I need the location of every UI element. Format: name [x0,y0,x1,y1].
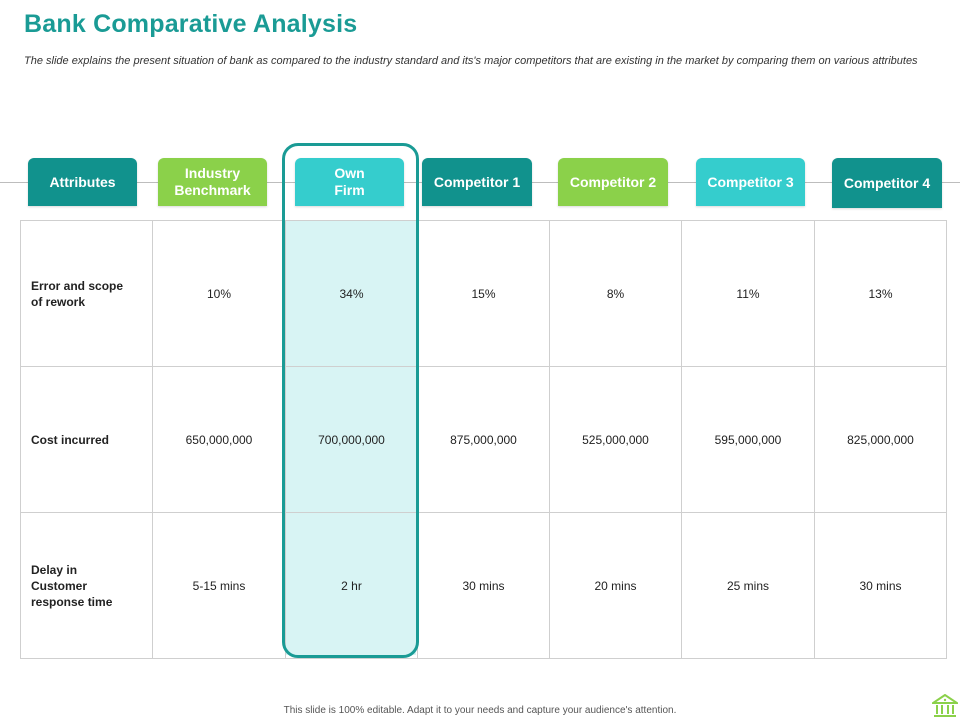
row-attribute-label: Delay in Customer response time [21,513,153,659]
table-cell: 25 mins [682,513,815,659]
table-cell: 525,000,000 [550,367,682,513]
table-row [21,513,947,659]
table-cell: 875,000,000 [418,367,550,513]
header-attributes: Attributes [28,158,137,206]
table-cell: 650,000,000 [153,367,286,513]
table-cell: 2 hr [286,513,418,659]
header-competitor-3: Competitor 3 [696,158,805,206]
table-cell: 5-15 mins [153,513,286,659]
table-row [21,367,947,513]
page-title: Bank Comparative Analysis [24,10,358,38]
table-cell: 34% [286,221,418,367]
table-cell: 825,000,000 [815,367,947,513]
header-industry-benchmark: Industry Benchmark [158,158,267,206]
table-cell: 13% [815,221,947,367]
table-cell: 20 mins [550,513,682,659]
table-cell: 595,000,000 [682,367,815,513]
table-cell: 10% [153,221,286,367]
page-subtitle: The slide explains the present situation of bank as compared to the industry standard and its's major competitors that are existing in the market by comparing them on various attributes [24,55,918,67]
header-competitor-2: Competitor 2 [558,158,668,206]
row-attribute-label: Cost incurred [21,367,153,513]
header-own-firm: Own Firm [295,158,404,206]
table-cell: 8% [550,221,682,367]
table-cell: 11% [682,221,815,367]
table-row [21,221,947,367]
comparison-table [20,220,947,659]
table-cell: 30 mins [815,513,947,659]
header-competitor-1: Competitor 1 [422,158,532,206]
footer-note: This slide is 100% editable. Adapt it to your needs and capture your audience's attention. [283,705,677,716]
table-cell: 30 mins [418,513,550,659]
home-icon[interactable] [932,694,958,718]
table-cell: 700,000,000 [286,367,418,513]
table-cell: 15% [418,221,550,367]
header-competitor-4: Competitor 4 [832,158,942,208]
row-attribute-label: Error and scope of rework [21,221,153,367]
